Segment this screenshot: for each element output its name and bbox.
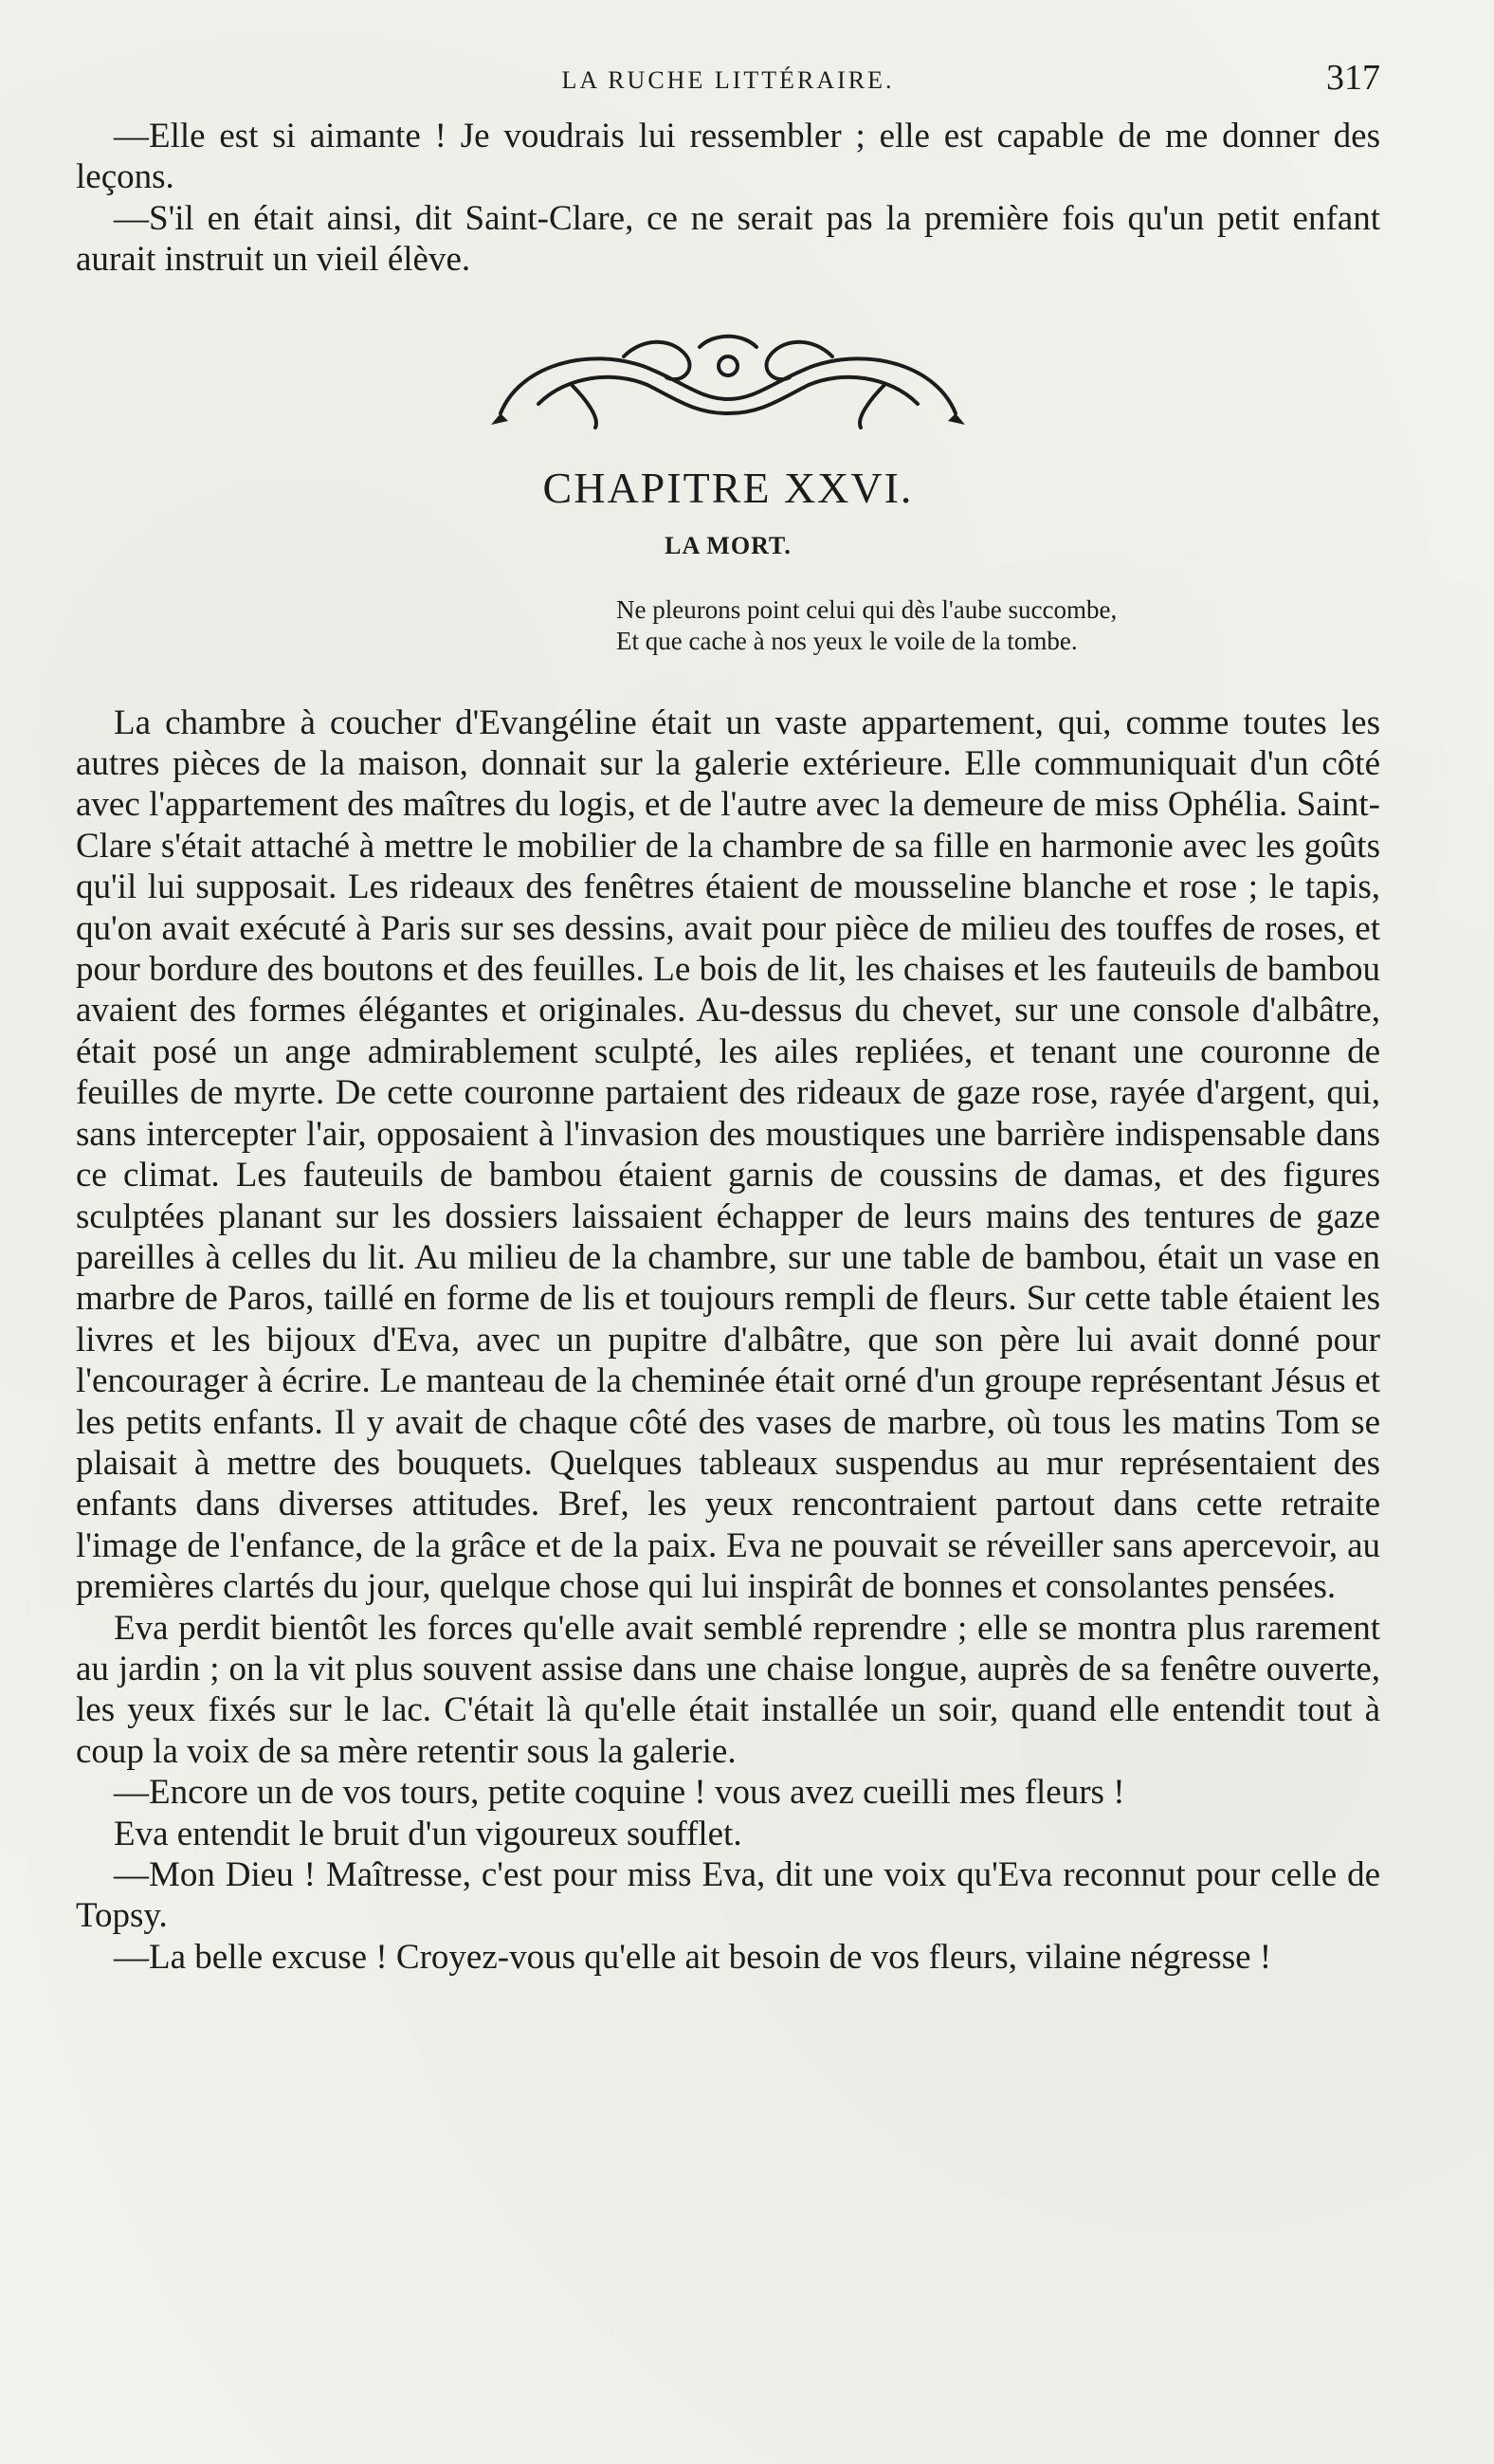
chapter-body bbox=[76, 703, 1380, 1979]
decorative-flourish-ornament bbox=[482, 328, 975, 432]
paragraph: —S'il en était ainsi, dit Saint-Clare, ce ne serait pas la première fois qu'un petit enfant aurait instruit un vieil élève. bbox=[76, 198, 1380, 280]
page-number: 317 bbox=[1326, 58, 1380, 98]
chapter-subtitle: LA MORT. bbox=[665, 531, 792, 559]
paragraph: —Mon Dieu ! Maîtresse, c'est pour miss Eva, dit une voix qu'Eva reconnut pour celle de Topsy. bbox=[76, 1855, 1380, 1936]
running-header bbox=[76, 57, 1380, 110]
epigraph-line: Et que cache à nos yeux le voile de la tombe. bbox=[616, 626, 1078, 655]
chapter-title: CHAPITRE XXVI. bbox=[542, 463, 914, 512]
paragraph: —Encore un de vos tours, petite coquine ! vous avez cueilli mes fleurs ! bbox=[114, 1773, 1125, 1813]
epigraph-line: Ne pleurons point celui qui dès l'aube succombe, bbox=[616, 594, 1118, 624]
paragraph: Eva perdit bientôt les forces qu'elle avait semblé reprendre ; elle se montra plus rarement au jardin ; on la vit plus souvent assise dans une chaise longue, auprès de sa fenêtre ouverte, les yeux fixés sur le lac. C'était là qu'elle était installée un soir, quand elle entendit tout à coup la voix de sa mère retentir sous la galerie. bbox=[76, 1608, 1380, 1771]
epigraph bbox=[616, 594, 1380, 657]
running-title: LA RUCHE LITTÉRAIRE. bbox=[561, 66, 895, 94]
paragraph: Eva entendit le bruit d'un vigoureux soufflet. bbox=[114, 1814, 742, 1853]
paragraph: —Elle est si aimante ! Je voudrais lui ressembler ; elle est capable de me donner des leçons. bbox=[76, 117, 1380, 197]
paragraph: —La belle excuse ! Croyez-vous qu'elle ait besoin de vos fleurs, vilaine négresse ! bbox=[114, 1937, 1272, 1977]
paragraph: La chambre à coucher d'Evangéline était un vaste appartement, qui, comme toutes les autres pièces de la maison, donnait sur la galerie extérieure. Elle communiquait d'un côté avec l'appartement des maîtres du logis, et de l'autre avec la demeure de miss Ophélia. Saint-Clare s'était attaché à mettre le mobilier de la chambre de sa fille en harmonie avec les goûts qu'il lui supposait. Les rideaux des fenêtres étaient de mousseline blanche et rose ; le tapis, qu'on avait exécuté à Paris sur ses dessins, avait pour pièce de milieu des touffes de roses, et pour bordure des boutons et des feuilles. Le bois de lit, les chaises et les fauteuils de bambou avaient des formes élégantes et originales. Au-dessus du chevet, sur une console d'albâtre, était posé un ange admirablement sculpté, les ailes repliées, et tenant une couronne de feuilles de myrte. De cette couronne partaient des rideaux de gaze rose, rayée d'argent, qui, sans intercepter l'air, opposaient à l'invasion des moustiques une barrière indispensable dans ce climat. Les fauteuils de bambou étaient garnis de coussins de damas, et des figures sculptées planant sur les dossiers laissaient échapper de leurs mains des tentures de gaze pareilles à celles du lit. Au milieu de la chambre, sur une table de bambou, était un vase en marbre de Paros, taillé en forme de lis et toujours rempli de fleurs. Sur cette table étaient les livres et les bijoux d'Eva, avec un pupitre d'albâtre, que son père lui avait donné pour l'encourager à écrire. Le manteau de la cheminée était orné d'un groupe représentant Jésus et les petits enfants. Il y avait de chaque côté des vases de marbre, où tous les matins Tom se plaisait à mettre des bouquets. Quelques tableaux suspendus au mur représentaient des enfants dans diverses attitudes. Bref, les yeux rencontraient partout dans cette retraite l'image de l'enfance, de la grâce et de la paix. Eva ne pouvait se réveiller sans apercevoir, au premières clartés du jour, quelque chose qui lui inspirât de bonnes et consolantes pensées. bbox=[76, 703, 1380, 1607]
intro-text bbox=[76, 116, 1380, 281]
